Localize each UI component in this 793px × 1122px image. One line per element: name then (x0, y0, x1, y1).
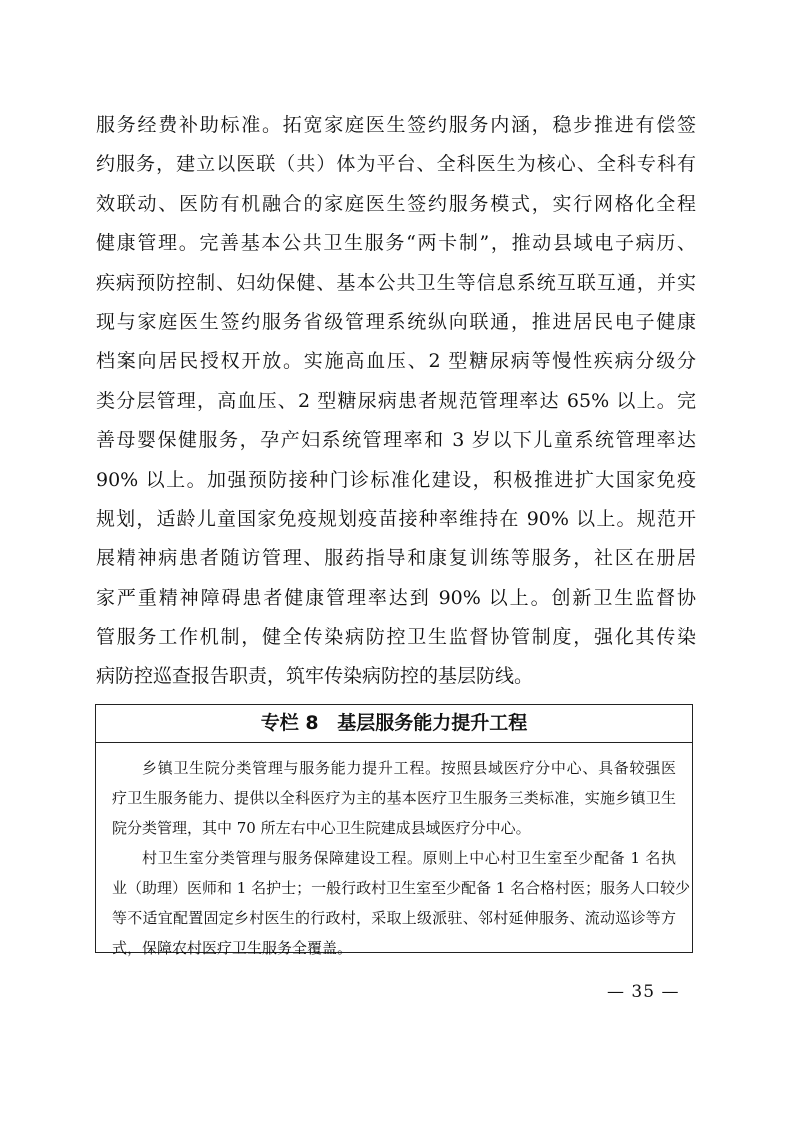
body-line: 展精神病患者随访管理、服药指导和康复训练等服务，社区在册居 (96, 547, 696, 570)
body-line: 档案向居民授权开放。实施高血压、2 型糖尿病等慢性疾病分级分 (96, 350, 696, 373)
body-line: 现与家庭医生签约服务省级管理系统纵向联通，推进居民电子健康 (96, 310, 696, 333)
box-title: 基层服务能力提升工程 (337, 712, 528, 734)
box-header (96, 705, 692, 743)
body-line: 服务经费补助标准。拓宽家庭医生签约服务内涵，稳步推进有偿签 (96, 114, 696, 136)
body-line: 健康管理。完善基本公共卫生服务“两卡制”，推动县域电子病历、 (96, 232, 696, 255)
box-line: 等不适宜配置固定乡村医生的行政村，采取上级派驻、邻村延伸服务、流动巡诊等方 (112, 909, 676, 927)
box-line: 业（助理）医师和 1 名护士；一般行政村卫生室至少配备 1 名合格村医；服务人口较少 (112, 879, 691, 897)
box-line: 乡镇卫生院分类管理与服务能力提升工程。按照县域医疗分中心、具备较强医 (142, 759, 676, 777)
box-label: 专栏 8 (260, 712, 319, 734)
body-line: 类分层管理，高血压、2 型糖尿病患者规范管理率达 65% 以上。完 (96, 389, 696, 412)
body-line: 病防控巡查报告职责，筑牢传染病防控的基层防线。 (96, 665, 534, 688)
body-line: 善母婴保健服务，孕产妇系统管理率和 3 岁以下儿童系统管理率达 (96, 429, 696, 452)
body-line: 效联动、医防有机融合的家庭医生签约服务模式，实行网格化全程 (96, 192, 696, 215)
body-line: 约服务，建立以医联（共）体为平台、全科医生为核心、全科专科有 (96, 153, 696, 176)
box-line: 式，保障农村医疗卫生服务全覆盖。 (112, 939, 353, 957)
box-body (96, 743, 692, 963)
box-line: 疗卫生服务能力、提供以全科医疗为主的基本医疗卫生服务三类标准，实施乡镇卫生 (112, 789, 676, 807)
body-line: 管服务工作机制，健全传染病防控卫生监督协管制度，强化其传染 (96, 626, 696, 649)
page-number: — 35 — (607, 982, 680, 1002)
body-line: 90% 以上。加强预防接种门诊标准化建设，积极推进扩大国家免疫 (96, 468, 696, 491)
feature-box (95, 704, 693, 957)
body-line: 家严重精神障碍患者健康管理率达到 90% 以上。创新卫生监督协 (96, 586, 696, 609)
box-line: 村卫生室分类管理与服务保障建设工程。原则上中心村卫生室至少配备 1 名执 (142, 849, 676, 867)
body-text (96, 106, 696, 697)
body-line: 规划，适龄儿童国家免疫规划疫苗接种率维持在 90% 以上。规范开 (96, 507, 696, 530)
body-line: 疾病预防控制、妇幼保健、基本公共卫生等信息系统互联互通，并实 (96, 271, 696, 294)
box-line: 院分类管理，其中 70 所左右中心卫生院建成县域医疗分中心。 (112, 819, 531, 837)
